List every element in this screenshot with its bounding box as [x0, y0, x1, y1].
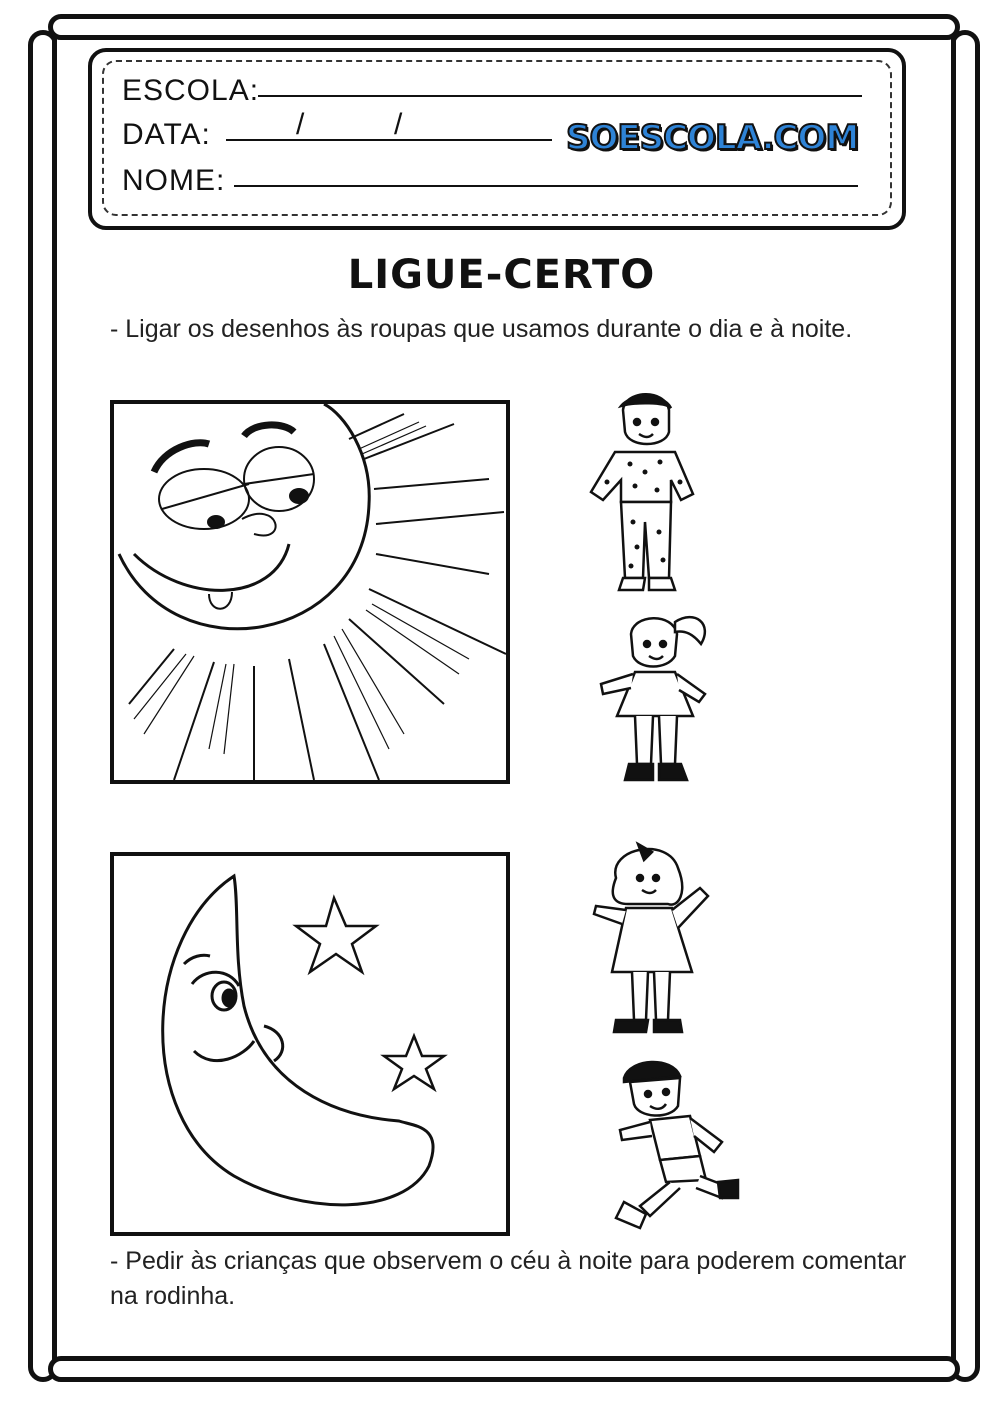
sun-picture-box — [110, 400, 510, 784]
girl-dress-icon — [595, 604, 720, 799]
instruction-bottom: - Pedir às crianças que observem o céu à noite para poderem comentar na rodinha. — [110, 1247, 907, 1310]
site-logo: SOESCOLA.COM — [566, 118, 859, 158]
date-separator-2: / — [394, 108, 403, 141]
date-field[interactable] — [226, 139, 552, 141]
school-field[interactable] — [258, 95, 862, 97]
boy-pajamas-icon — [585, 382, 705, 602]
moon-icon — [114, 856, 506, 1232]
page-title: LIGUE-CERTO — [347, 252, 656, 298]
frame-bottom-roll — [48, 1356, 960, 1382]
name-label: NOME: — [122, 164, 226, 197]
frame-top-roll — [48, 14, 960, 40]
sun-icon — [114, 404, 506, 780]
boy-running-icon — [610, 1056, 745, 1236]
name-field[interactable] — [234, 185, 858, 187]
date-separator-1: / — [296, 108, 305, 141]
girl-nightgown-icon — [588, 838, 728, 1048]
moon-picture-box — [110, 852, 510, 1236]
date-label: DATA: — [122, 118, 211, 151]
school-label: ESCOLA: — [122, 74, 260, 107]
instruction-top: - Ligar os desenhos às roupas que usamos durante o dia e à noite. — [110, 315, 853, 343]
